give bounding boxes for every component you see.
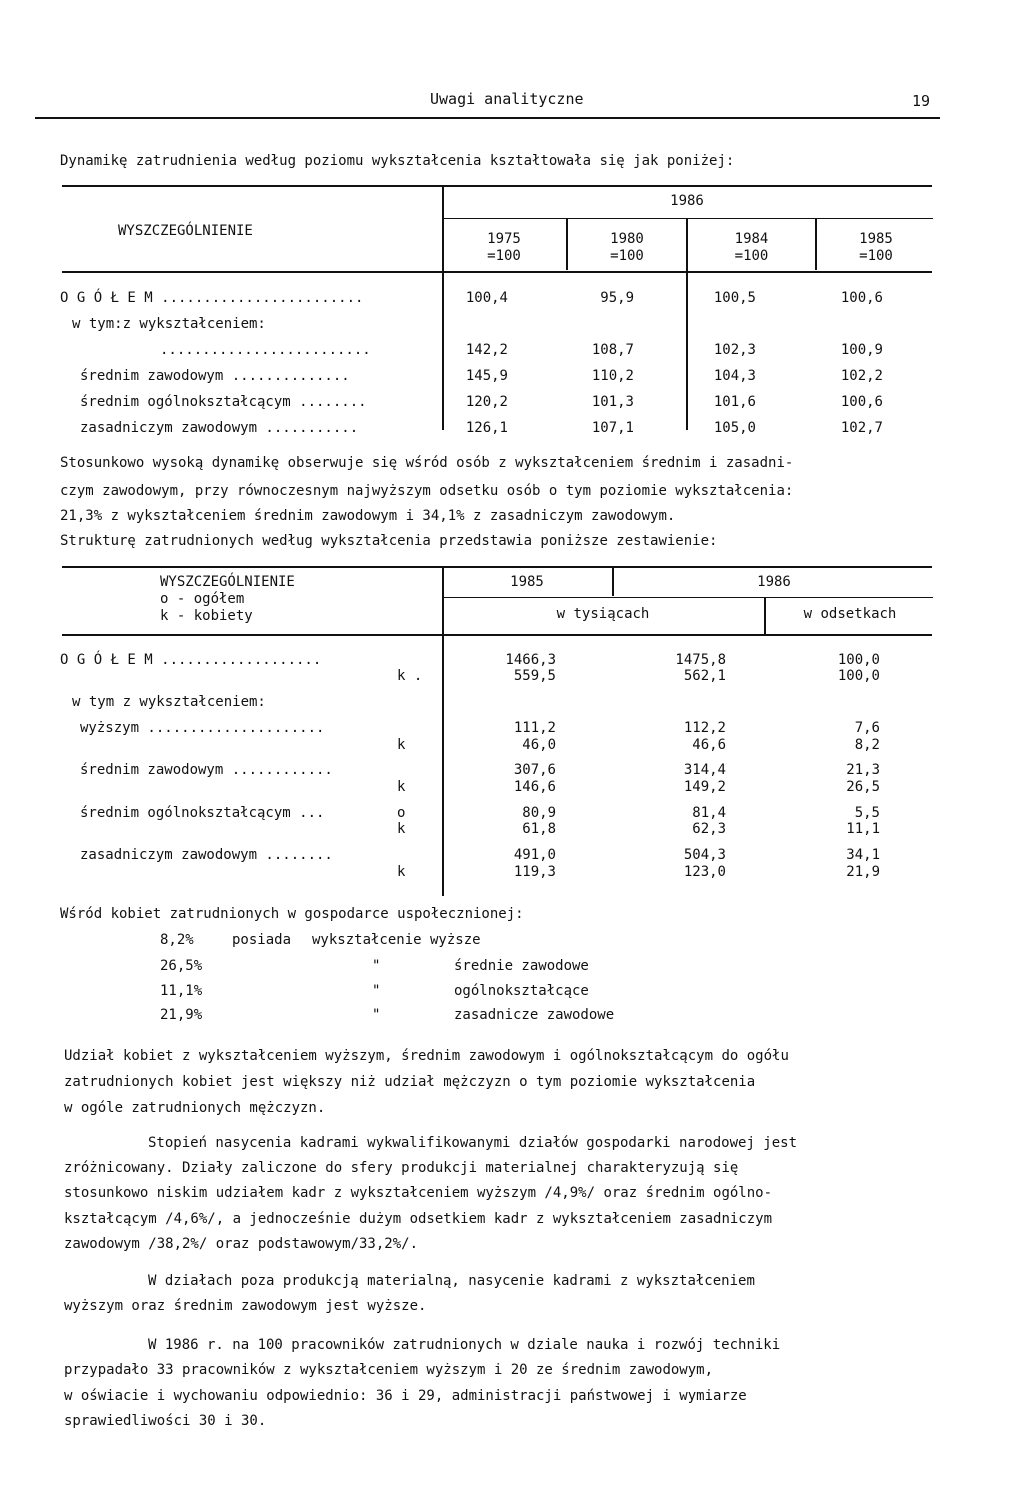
- paragraph-line: przypadało 33 pracowników z wykształceniem wyższym i 20 ze średnim zawodowym,: [64, 1362, 714, 1378]
- women-verb: posiada: [232, 932, 292, 948]
- table1-col-year: 1985: [859, 231, 893, 247]
- table1-year-group: 1986: [670, 193, 704, 209]
- table-cell: 102,3: [713, 342, 756, 358]
- table-cell: 101,6: [713, 394, 756, 410]
- table-cell: 491,0: [513, 847, 556, 863]
- table-row-label: średnim ogólnokształcącym ...: [80, 805, 325, 821]
- table-cell: 95,9: [600, 290, 634, 306]
- table-cell: 142,2: [465, 342, 508, 358]
- table-cell: 149,2: [683, 779, 726, 795]
- paragraph-line: Stosunkowo wysoką dynamikę obserwuje się wśród osób z wykształceniem średnim i zasadni-: [60, 455, 794, 471]
- paragraph-line: Udział kobiet z wykształceniem wyższym, średnim zawodowym i ogólnokształcącym do ogółu: [64, 1048, 789, 1064]
- table-row-marker: k: [397, 821, 406, 837]
- paragraph-line: W działach poza produkcją materialną, nasycenie kadrami z wykształceniem: [148, 1273, 755, 1289]
- table-row-label: średnim zawodowym ............: [80, 762, 333, 778]
- table2-head-line: WYSZCZEGÓLNIENIE: [160, 574, 295, 590]
- table1-col-base: =100: [487, 248, 521, 264]
- table2-year-1986: 1986: [757, 574, 791, 590]
- table2-head-line: k - kobiety: [160, 608, 253, 624]
- table-row-marker: k: [397, 864, 406, 880]
- paragraph-line: zawodowym /38,2%/ oraz podstawowym/33,2%/.: [64, 1236, 419, 1252]
- header-rule: [35, 117, 940, 119]
- table-row-marker: k .: [397, 668, 423, 684]
- paragraph-line: zróżnicowany. Działy zaliczone do sfery produkcji materialnej charakteryzują się: [64, 1160, 739, 1176]
- table-cell: 100,0: [837, 668, 880, 684]
- table2-head-line: o - ogółem: [160, 591, 245, 607]
- table1-col-base: =100: [610, 248, 644, 264]
- women-section-title: Wśród kobiet zatrudnionych w gospodarce uspołecznionej:: [60, 906, 524, 922]
- table-cell: 26,5: [846, 779, 880, 795]
- table2-sub-thousands: w tysiącach: [556, 606, 650, 622]
- table-cell: 100,6: [840, 394, 883, 410]
- table-cell: 504,3: [683, 847, 726, 863]
- table-cell: 110,2: [591, 368, 634, 384]
- table-cell: 62,3: [692, 821, 726, 837]
- paragraph-line: w oświacie i wychowaniu odpowiednio: 36 i 29, administracji państwowej i wymiarze: [64, 1388, 747, 1404]
- paragraph-line: czym zawodowym, przy równoczesnym najwyższym odsetku osób o tym poziomie wykształcenia:: [60, 483, 794, 499]
- table-cell: 562,1: [683, 668, 726, 684]
- women-pct: 8,2%: [160, 932, 194, 948]
- women-verb: ": [372, 958, 381, 974]
- table2-group-rule: [443, 597, 933, 598]
- table-cell: 61,8: [522, 821, 556, 837]
- table1-header-rule: [62, 271, 932, 273]
- table-cell: 314,4: [683, 762, 726, 778]
- table-cell: 46,6: [692, 737, 726, 753]
- paragraph-line: stosunkowo niskim udziałem kadr z wykształceniem wyższym /4,9%/ oraz średnim ogólno-: [64, 1185, 773, 1201]
- women-verb: ": [372, 983, 381, 999]
- paragraph-line: Strukturę zatrudnionych według wykształcenia przedstawia poniższe zestawienie:: [60, 533, 718, 549]
- table-cell: 100,5: [713, 290, 756, 306]
- women-level: zasadnicze zawodowe: [454, 1007, 615, 1023]
- table2-sub-percent: w odsetkach: [803, 606, 897, 622]
- women-pct: 26,5%: [160, 958, 203, 974]
- table-row-label: średnim ogólnokształcącym ........: [80, 394, 367, 410]
- table1-col-base: =100: [859, 248, 893, 264]
- table-cell: 80,9: [522, 805, 556, 821]
- table2-year-1985: 1985: [510, 574, 544, 590]
- table-cell: 100,4: [465, 290, 508, 306]
- table-cell: 108,7: [591, 342, 634, 358]
- table1-group-rule: [443, 218, 933, 219]
- table-cell: 100,9: [840, 342, 883, 358]
- women-level: średnie zawodowe: [454, 958, 589, 974]
- table-cell: 105,0: [713, 420, 756, 436]
- paragraph-line: wyższym oraz średnim zawodowym jest wyższe.: [64, 1298, 427, 1314]
- page-number: 19: [912, 92, 931, 110]
- table-cell: 81,4: [692, 805, 726, 821]
- table-cell: 34,1: [846, 847, 880, 863]
- women-pct: 11,1%: [160, 983, 203, 999]
- table-cell: 5,5: [854, 805, 880, 821]
- table-cell: 146,6: [513, 779, 556, 795]
- table-cell: 104,3: [713, 368, 756, 384]
- women-level: ogólnokształcące: [454, 983, 589, 999]
- table-cell: 102,7: [840, 420, 883, 436]
- table-row-label: O G Ó Ł E M ...................: [60, 652, 322, 668]
- women-level: wykształcenie wyższe: [312, 932, 481, 948]
- table-row-marker: o: [397, 805, 406, 821]
- table-row-label: zasadniczym zawodowym ...........: [80, 420, 359, 436]
- table-cell: 123,0: [683, 864, 726, 880]
- table1-col-year: 1984: [734, 231, 769, 247]
- table2-header-rule: [62, 634, 932, 636]
- table-cell: 111,2: [513, 720, 556, 736]
- table-cell: 1466,3: [505, 652, 556, 668]
- table-cell: 559,5: [513, 668, 556, 684]
- table1-col-base: =100: [734, 248, 769, 264]
- table-cell: 21,9: [846, 864, 880, 880]
- table-cell: 1475,8: [675, 652, 726, 668]
- table1-col-year: 1980: [610, 231, 644, 247]
- paragraph-line: zatrudnionych kobiet jest większy niż udział mężczyzn o tym poziomie wykształcenia: [64, 1074, 756, 1090]
- table-cell: 7,6: [854, 720, 880, 736]
- table-cell: 145,9: [465, 368, 508, 384]
- table-row-label: .........................: [160, 342, 371, 358]
- table-cell: 120,2: [465, 394, 508, 410]
- table-cell: 126,1: [465, 420, 508, 436]
- table-row-label: w tym:z wykształceniem:: [72, 316, 266, 332]
- intro-text: Dynamikę zatrudnienia według poziomu wykształcenia kształtowała się jak poniżej:: [60, 153, 735, 169]
- paragraph-line: Stopień nasycenia kadrami wykwalifikowanymi działów gospodarki narodowej jest: [148, 1135, 798, 1151]
- paragraph-line: 21,3% z wykształceniem średnim zawodowym i 34,1% z zasadniczym zawodowym.: [60, 508, 676, 524]
- table1-top-rule: [62, 185, 932, 187]
- table-cell: 11,1: [846, 821, 880, 837]
- table-row-label: zasadniczym zawodowym ........: [80, 847, 333, 863]
- paragraph-line: kształcącym /4,6%/, a jednocześnie dużym odsetkiem kadr z wykształceniem zasadniczym: [64, 1211, 773, 1227]
- table-cell: 46,0: [522, 737, 556, 753]
- table1-head-label: WYSZCZEGÓLNIENIE: [118, 223, 253, 239]
- paragraph-line: sprawiedliwości 30 i 30.: [64, 1413, 267, 1429]
- women-verb: ": [372, 1007, 381, 1023]
- table1-col-year: 1975: [487, 231, 521, 247]
- paragraph-line: w ogóle zatrudnionych mężczyzn.: [64, 1100, 326, 1116]
- table-cell: 119,3: [513, 864, 556, 880]
- table-cell: 100,6: [840, 290, 883, 306]
- table2-top-rule: [62, 566, 932, 568]
- table-cell: 21,3: [846, 762, 880, 778]
- table-cell: 107,1: [591, 420, 634, 436]
- women-pct: 21,9%: [160, 1007, 203, 1023]
- paragraph-line: W 1986 r. na 100 pracowników zatrudnionych w dziale nauka i rozwój techniki: [148, 1337, 781, 1353]
- table-row-label: w tym z wykształceniem:: [72, 694, 266, 710]
- table-row-marker: k: [397, 737, 406, 753]
- table-cell: 112,2: [683, 720, 726, 736]
- page-header-title: Uwagi analityczne: [430, 90, 584, 108]
- table-cell: 101,3: [591, 394, 634, 410]
- table-cell: 100,0: [837, 652, 880, 668]
- table-cell: 8,2: [854, 737, 880, 753]
- table-row-marker: k: [397, 779, 406, 795]
- table-row-label: średnim zawodowym ..............: [80, 368, 350, 384]
- table-row-label: wyższym .....................: [80, 720, 325, 736]
- table-row-label: O G Ó Ł E M ........................: [60, 290, 364, 306]
- table-cell: 307,6: [513, 762, 556, 778]
- table-cell: 102,2: [840, 368, 883, 384]
